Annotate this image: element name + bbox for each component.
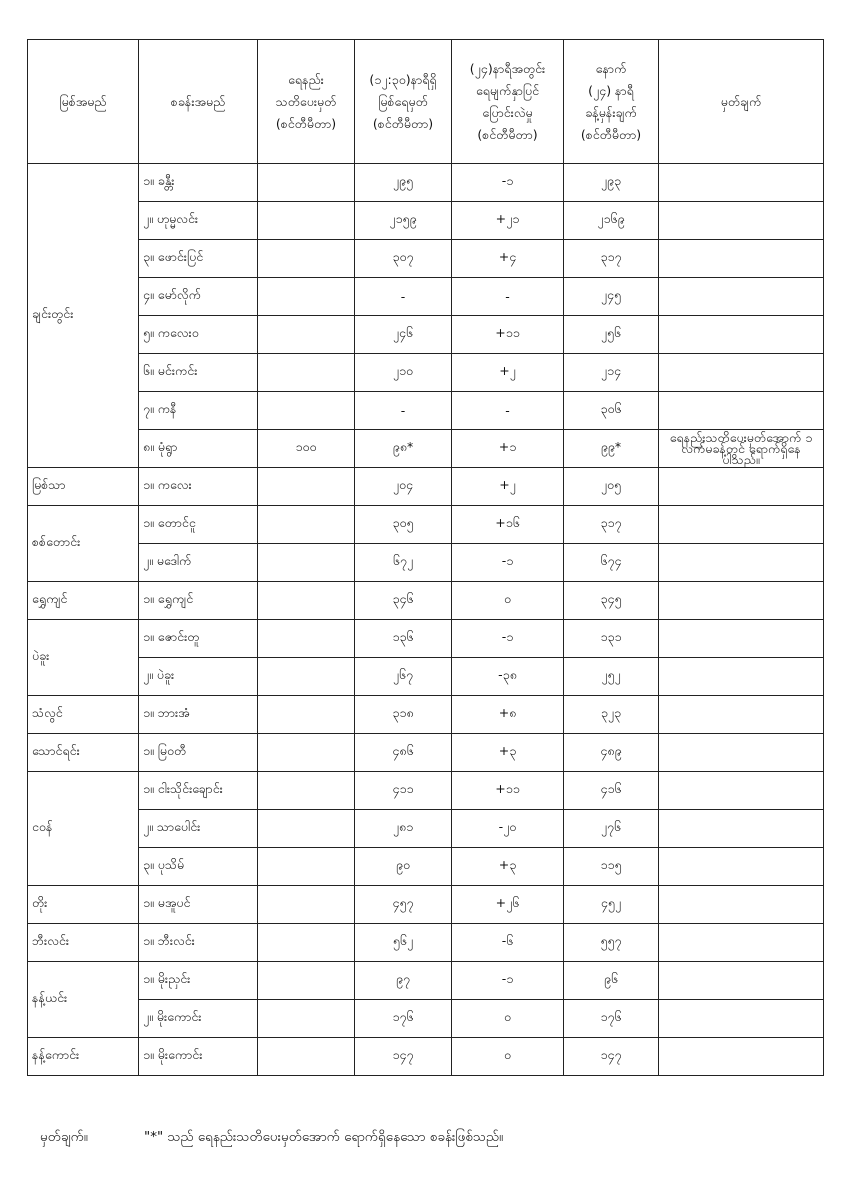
change-cell: ၀	[452, 1038, 564, 1076]
danger-level-cell	[258, 278, 355, 316]
remark-cell	[659, 1000, 824, 1038]
forecast-cell: ၉၉*	[564, 430, 659, 468]
table-row	[28, 392, 824, 430]
remark-cell	[659, 582, 824, 620]
change-cell: -၁	[452, 164, 564, 202]
table-row	[28, 1038, 824, 1076]
forecast-cell: ၂၇၆	[564, 810, 659, 848]
table-row	[28, 202, 824, 240]
water-level-cell: ၃၀၅	[355, 506, 452, 544]
header-row	[28, 40, 824, 164]
water-level-cell: ၆၇၂	[355, 544, 452, 582]
station-name-cell: ၃။ ဖောင်းပြင်	[139, 240, 258, 278]
river-name-cell: နန့်ကောင်း	[28, 1038, 139, 1076]
water-level-cell: ၉၇	[355, 962, 452, 1000]
table-row	[28, 734, 824, 772]
danger-level-cell	[258, 696, 355, 734]
table-row	[28, 696, 824, 734]
change-cell: -၁	[452, 620, 564, 658]
remark-cell	[659, 620, 824, 658]
station-name-cell: ၁။ ငါးသိုင်းချောင်း	[139, 772, 258, 810]
danger-level-cell	[258, 658, 355, 696]
change-cell: +၁၁	[452, 772, 564, 810]
station-name-cell: ၁။ ရွှေကျင်	[139, 582, 258, 620]
forecast-cell: ၃၂၃	[564, 696, 659, 734]
station-name-cell: ၁။ မအူပင်	[139, 886, 258, 924]
remark-cell	[659, 848, 824, 886]
change-cell: +၂	[452, 354, 564, 392]
water-level-cell: ၉၀	[355, 848, 452, 886]
station-name-cell: ၂။ သာပေါင်း	[139, 810, 258, 848]
header-remarks: မှတ်ချက်	[659, 40, 824, 164]
river-name-cell: မြစ်သာ	[28, 468, 139, 506]
water-level-cell: ၅၆၂	[355, 924, 452, 962]
forecast-cell: ၂၅၂	[564, 658, 659, 696]
remark-cell	[659, 240, 824, 278]
water-level-cell: ၃၁၈	[355, 696, 452, 734]
river-name-cell: ပဲခူး	[28, 620, 139, 696]
station-name-cell: ၂။ မိုးကောင်း	[139, 1000, 258, 1038]
danger-level-cell	[258, 1038, 355, 1076]
station-name-cell: ၈။ မုံရွာ	[139, 430, 258, 468]
danger-level-cell	[258, 848, 355, 886]
remark-cell	[659, 772, 824, 810]
danger-level-cell	[258, 316, 355, 354]
header-forecast: နောက် (၂၄) နာရီ ခန့်မှန်းချက် (စင်တီမီတာ)	[564, 40, 659, 164]
station-name-cell: ၃။ ပုသိမ်	[139, 848, 258, 886]
forecast-cell: ၁၄၇	[564, 1038, 659, 1076]
station-name-cell: ၁။ ခန္တီး	[139, 164, 258, 202]
table-row	[28, 1000, 824, 1038]
forecast-cell: ၂၉၃	[564, 164, 659, 202]
danger-level-cell	[258, 506, 355, 544]
danger-level-cell	[258, 164, 355, 202]
change-cell: +၁၆	[452, 506, 564, 544]
forecast-cell: ၁၁၅	[564, 848, 659, 886]
station-name-cell: ၁။ တောင်ငူ	[139, 506, 258, 544]
forecast-cell: ၃၁၇	[564, 506, 659, 544]
danger-level-cell	[258, 202, 355, 240]
water-level-cell: ၂၁၅၉	[355, 202, 452, 240]
water-level-cell: ၂၆၇	[355, 658, 452, 696]
change-cell: -၂၀	[452, 810, 564, 848]
forecast-cell: ၄၈၉	[564, 734, 659, 772]
table-body	[28, 164, 824, 1076]
remark-cell	[659, 278, 824, 316]
river-name-cell: တိုး	[28, 886, 139, 924]
remark-cell	[659, 392, 824, 430]
change-cell: -၁	[452, 544, 564, 582]
change-cell: -၆	[452, 924, 564, 962]
table-row	[28, 962, 824, 1000]
river-name-cell: ငဝန်	[28, 772, 139, 886]
station-name-cell: ၁။ ဘားအံ	[139, 696, 258, 734]
water-level-cell: ၄၅၇	[355, 886, 452, 924]
danger-level-cell	[258, 962, 355, 1000]
remark-cell	[659, 506, 824, 544]
table-row	[28, 924, 824, 962]
remark-cell	[659, 886, 824, 924]
danger-level-cell	[258, 810, 355, 848]
station-name-cell: ၁။ ဘီးလင်း	[139, 924, 258, 962]
change-cell: ၀	[452, 582, 564, 620]
forecast-cell: ၅၅၇	[564, 924, 659, 962]
water-level-cell: ၂၁၀	[355, 354, 452, 392]
station-name-cell: ၂။ ဟုမ္မလင်း	[139, 202, 258, 240]
water-level-cell: ၁၄၇	[355, 1038, 452, 1076]
table-row	[28, 430, 824, 468]
water-level-cell: ၁၇၆	[355, 1000, 452, 1038]
change-cell: +၈	[452, 696, 564, 734]
danger-level-cell	[258, 468, 355, 506]
river-name-cell: ဘီးလင်း	[28, 924, 139, 962]
table-row	[28, 506, 824, 544]
danger-level-cell	[258, 240, 355, 278]
change-cell: +၂၆	[452, 886, 564, 924]
river-level-table	[27, 39, 824, 1076]
station-name-cell: ၂။ ပဲခူး	[139, 658, 258, 696]
danger-level-cell	[258, 544, 355, 582]
change-cell: ၀	[452, 1000, 564, 1038]
water-level-cell: ၉၈*	[355, 430, 452, 468]
water-level-cell: ၄၁၁	[355, 772, 452, 810]
header-change-24h: (၂၄)နာရီအတွင်း ရေမျက်နှာပြင် ပြောင်းလဲမှု (စင်တီမီတာ)	[452, 40, 564, 164]
river-name-cell: စစ်တောင်း	[28, 506, 139, 582]
remark-cell	[659, 734, 824, 772]
water-level-cell: ၂၀၄	[355, 468, 452, 506]
remark-cell	[659, 468, 824, 506]
station-name-cell: ၄။ မော်လိုက်	[139, 278, 258, 316]
table-row	[28, 582, 824, 620]
remark-cell	[659, 354, 824, 392]
footnote-label: မှတ်ချက်။	[40, 1129, 88, 1145]
forecast-cell: ၂၁၆၉	[564, 202, 659, 240]
remark-cell	[659, 696, 824, 734]
forecast-cell: ၆၇၄	[564, 544, 659, 582]
footnote-text: "*" သည် ရေနည်းသတိပေးမှတ်အောက် ရောက်ရှိနေသော စခန်းဖြစ်သည်။	[144, 1129, 504, 1145]
danger-level-cell	[258, 886, 355, 924]
station-name-cell: ၅။ ကလေးဝ	[139, 316, 258, 354]
remark-cell	[659, 202, 824, 240]
danger-level-cell	[258, 734, 355, 772]
danger-level-cell	[258, 582, 355, 620]
change-cell: +၁၁	[452, 316, 564, 354]
header-water-level: (၁၂:၃၀)နာရီရှိ မြစ်ရေမှတ် (စင်တီမီတာ)	[355, 40, 452, 164]
river-name-cell: နန့်ယင်း	[28, 962, 139, 1038]
header-station: စခန်းအမည်	[139, 40, 258, 164]
station-name-cell: ၁။ ကလေး	[139, 468, 258, 506]
water-level-cell: ၄၈၆	[355, 734, 452, 772]
change-cell: +၄	[452, 240, 564, 278]
table-row	[28, 316, 824, 354]
change-cell: +၂	[452, 468, 564, 506]
table-row	[28, 354, 824, 392]
water-level-cell: ၃၄၆	[355, 582, 452, 620]
remark-cell	[659, 544, 824, 582]
table-row	[28, 544, 824, 582]
forecast-cell: ၃၀၆	[564, 392, 659, 430]
table-row	[28, 886, 824, 924]
water-level-cell: ၂၉၅	[355, 164, 452, 202]
station-name-cell: ၁။ မြဝတီ	[139, 734, 258, 772]
water-level-cell: -	[355, 392, 452, 430]
table-row	[28, 810, 824, 848]
table-row	[28, 658, 824, 696]
table-row	[28, 240, 824, 278]
forecast-cell: ၄၅၂	[564, 886, 659, 924]
danger-level-cell	[258, 620, 355, 658]
danger-level-cell	[258, 772, 355, 810]
station-name-cell: ၁။ မိုးကောင်း	[139, 1038, 258, 1076]
remark-cell	[659, 1038, 824, 1076]
forecast-cell: ၂၅၆	[564, 316, 659, 354]
danger-level-cell	[258, 1000, 355, 1038]
water-level-cell: -	[355, 278, 452, 316]
remark-cell: ရေနည်းသတိပေးမှတ်အောက် ၁ လက်မခန့်တွင် ရောက်ရှိနေပါသည်။	[659, 430, 824, 468]
change-cell: -	[452, 392, 564, 430]
forecast-cell: ၁၃၁	[564, 620, 659, 658]
danger-level-cell	[258, 354, 355, 392]
remark-cell	[659, 810, 824, 848]
station-name-cell: ၆။ မင်းကင်း	[139, 354, 258, 392]
forecast-cell: ၃၁၇	[564, 240, 659, 278]
change-cell: -	[452, 278, 564, 316]
remark-cell	[659, 962, 824, 1000]
water-level-cell: ၂၈၁	[355, 810, 452, 848]
table-row	[28, 468, 824, 506]
station-name-cell: ၂။ မဒေါက်	[139, 544, 258, 582]
change-cell: +၁	[452, 430, 564, 468]
header-danger-level: ရေနည်း သတိပေးမှတ် (စင်တီမီတာ)	[258, 40, 355, 164]
table-row	[28, 278, 824, 316]
river-name-cell: ချင်းတွင်း	[28, 164, 139, 468]
change-cell: -၁	[452, 962, 564, 1000]
table-row	[28, 164, 824, 202]
remark-cell	[659, 924, 824, 962]
header-river: မြစ်အမည်	[28, 40, 139, 164]
water-level-cell: ၁၃၆	[355, 620, 452, 658]
remark-cell	[659, 164, 824, 202]
river-name-cell: ရွှေကျင်	[28, 582, 139, 620]
river-name-cell: သံလွင်	[28, 696, 139, 734]
danger-level-cell	[258, 924, 355, 962]
table-row	[28, 772, 824, 810]
forecast-cell: ၃၄၅	[564, 582, 659, 620]
danger-level-cell	[258, 392, 355, 430]
water-level-cell: ၃၀၇	[355, 240, 452, 278]
forecast-cell: ၄၁၆	[564, 772, 659, 810]
table-row	[28, 848, 824, 886]
forecast-cell: ၁၇၆	[564, 1000, 659, 1038]
change-cell: -၃၈	[452, 658, 564, 696]
river-name-cell: သောင်ရင်း	[28, 734, 139, 772]
forecast-cell: ၂၁၄	[564, 354, 659, 392]
danger-level-cell: ၁၀၀	[258, 430, 355, 468]
water-level-cell: ၂၄၆	[355, 316, 452, 354]
change-cell: +၂၁	[452, 202, 564, 240]
table-row	[28, 620, 824, 658]
change-cell: +၃	[452, 734, 564, 772]
forecast-cell: ၂၄၅	[564, 278, 659, 316]
change-cell: +၃	[452, 848, 564, 886]
forecast-cell: ၉၆	[564, 962, 659, 1000]
station-name-cell: ၇။ ကနီ	[139, 392, 258, 430]
remark-cell	[659, 658, 824, 696]
remark-cell	[659, 316, 824, 354]
footnote	[40, 1128, 503, 1148]
station-name-cell: ၁။ မိုးညှင်း	[139, 962, 258, 1000]
forecast-cell: ၂၀၅	[564, 468, 659, 506]
station-name-cell: ၁။ ဇောင်းတူ	[139, 620, 258, 658]
